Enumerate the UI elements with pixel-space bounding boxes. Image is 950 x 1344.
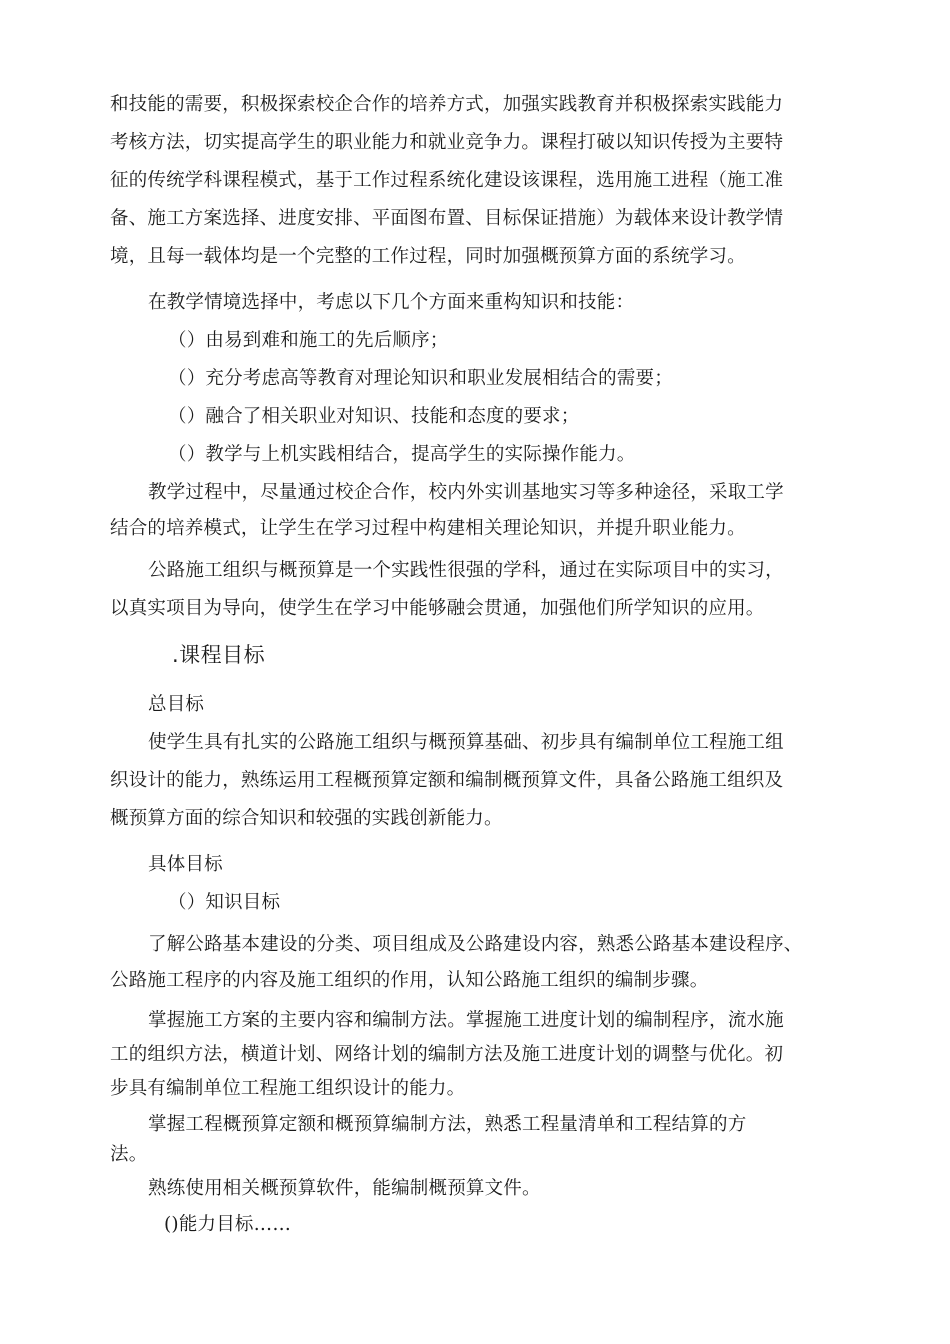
intro-line-5: 境，且每一载体均是一个完整的工作过程，同时加强概预算方面的系统学习。 (110, 246, 746, 267)
intro-line-3: 征的传统学科课程模式，基于工作过程系统化建设该课程，选用施工进程（施工准 (110, 170, 784, 191)
knowledge-p2-line-1: 掌握施工方案的主要内容和编制方法。掌握施工进度计划的编制程序，流水施 (148, 1010, 784, 1031)
situation-item-2: （）充分考虑高等教育对理论知识和职业发展相结合的需要； (168, 368, 673, 389)
intro-line-2: 考核方法，切实提高学生的职业能力和就业竞争力。课程打破以知识传授为主要特 (110, 132, 784, 153)
knowledge-p2-line-2: 工的组织方法，横道计划、网络计划的编制方法及施工进度计划的调整与优化。初 (110, 1044, 784, 1065)
situation-item-4: （）教学与上机实践相结合，提高学生的实际操作能力。 (168, 444, 636, 465)
intro-line-4: 备、施工方案选择、进度安排、平面图布置、目标保证措施）为载体来设计教学情 (110, 208, 784, 229)
knowledge-p1-line-1: 了解公路基本建设的分类、项目组成及公路建设内容，熟悉公路基本建设程序、 (148, 934, 803, 955)
situation-item-1: （）由易到难和施工的先后顺序； (168, 330, 449, 351)
teaching-process-line-1: 教学过程中，尽量通过校企合作，校内外实训基地实习等多种途径，采取工学 (148, 482, 784, 503)
knowledge-p3-line-1: 掌握工程概预算定额和概预算编制方法，熟悉工程量清单和工程结算的方 (148, 1114, 747, 1135)
knowledge-p3-line-2: 法。 (110, 1144, 148, 1165)
intro-line-1: 和技能的需要，积极探索校企合作的培养方式，加强实践教育并积极探索实践能力 (110, 94, 784, 115)
knowledge-p4: 熟练使用相关概预算软件，能编制概预算文件。 (148, 1178, 541, 1199)
overall-goal-line-1: 使学生具有扎实的公路施工组织与概预算基础、初步具有编制单位工程施工组 (148, 732, 784, 753)
practice-line-1: 公路施工组织与概预算是一个实践性很强的学科，通过在实际项目中的实习， (148, 560, 784, 581)
practice-line-2: 以真实项目为导向，使学生在学习中能够融会贯通，加强他们所学知识的应用。 (110, 598, 765, 619)
overall-goal-line-2: 织设计的能力，熟练运用工程概预算定额和编制概预算文件，具备公路施工组织及 (110, 770, 784, 791)
teaching-process-line-2: 结合的培养模式，让学生在学习过程中构建相关理论知识，并提升职业能力。 (110, 518, 746, 539)
overall-goal-line-3: 概预算方面的综合知识和较强的实践创新能力。 (110, 808, 503, 829)
knowledge-goal-title: （）知识目标 (168, 892, 281, 913)
overall-goal-title: 总目标 (148, 694, 205, 715)
knowledge-p1-line-2: 公路施工程序的内容及施工组织的作用，认知公路施工组织的编制步骤。 (110, 970, 709, 991)
knowledge-p2-line-3: 步具有编制单位工程施工组织设计的能力。 (110, 1078, 466, 1099)
situation-lead: 在教学情境选择中，考虑以下几个方面来重构知识和技能： (148, 292, 635, 313)
section-heading: .课程目标 (172, 643, 266, 667)
ability-goal-title: ()能力目标…… (164, 1214, 292, 1235)
specific-goals-title: 具体目标 (148, 854, 223, 875)
situation-item-3: （）融合了相关职业对知识、技能和态度的要求； (168, 406, 580, 427)
